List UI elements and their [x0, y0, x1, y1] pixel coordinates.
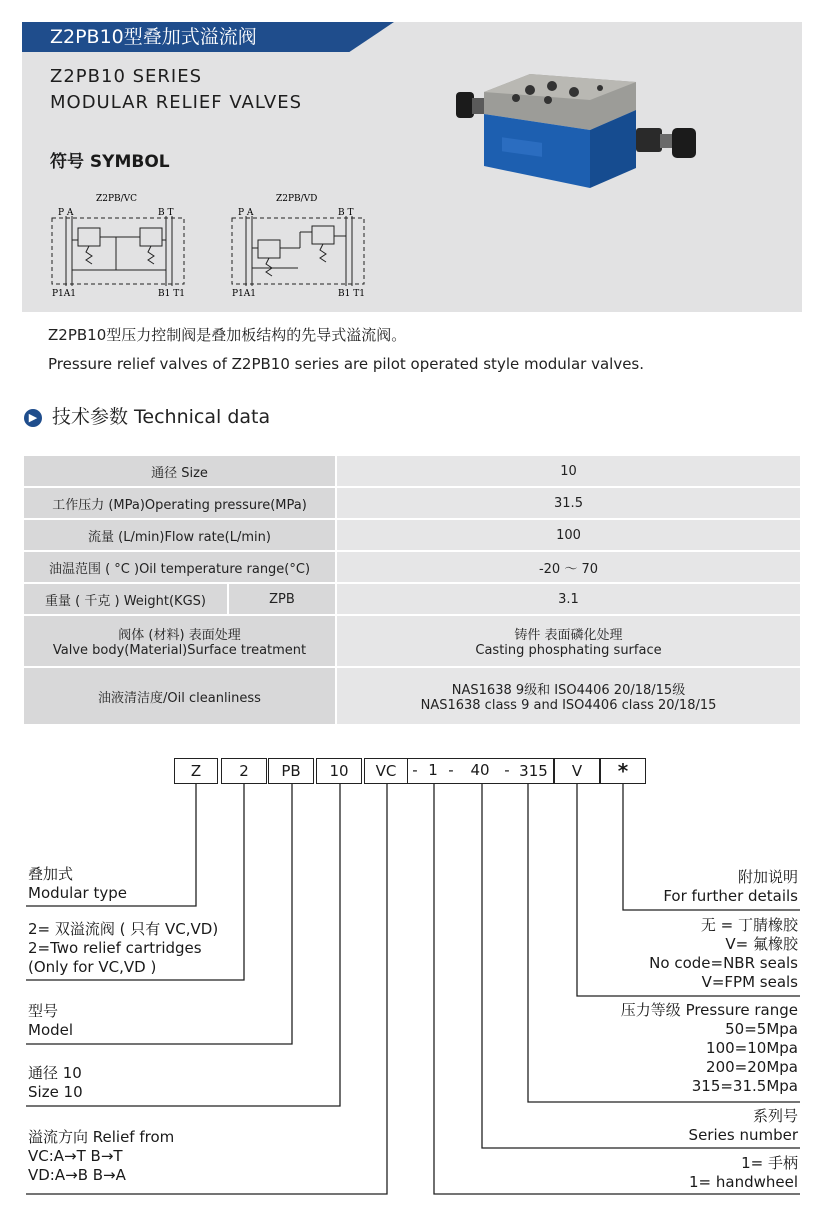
label-handwheel-zh: 1= 手柄: [741, 1154, 798, 1172]
label-handwheel: [689, 1154, 798, 1192]
label-seals-fpm: V=FPM seals: [701, 973, 798, 991]
product-title: Z2PB10型叠加式溢流阀: [50, 26, 257, 48]
code-separator: -: [412, 761, 418, 779]
label-cartridges-en: 2=Two relief cartridges: [28, 939, 202, 957]
label-size: [28, 1064, 83, 1102]
label-seals-zh-fpm: V= 氟橡胶: [725, 935, 798, 953]
label-relief-heading: 溢流方向 Relief from: [28, 1128, 175, 1146]
label-series-en: Series number: [688, 1126, 798, 1144]
cleanliness-label: 油液清洁度/Oil cleanliness: [23, 667, 336, 725]
code-box-z: Z: [174, 758, 218, 784]
label-pressure-50: 50=5Mpa: [725, 1020, 798, 1038]
surface-value-en: Casting phosphating surface: [475, 643, 662, 658]
label-relief-direction: [28, 1128, 174, 1185]
code-box-2: 2: [221, 758, 267, 784]
symbol-vd-ports-tl: P A: [238, 208, 254, 218]
code-box-40: 40: [470, 761, 490, 779]
label-further-details: [663, 868, 798, 906]
weight-model: ZPB: [228, 583, 336, 615]
label-series-zh: 系列号: [752, 1107, 798, 1125]
symbol-vd-ports-tr: B T: [338, 208, 354, 218]
label-seals-zh-nbr: 无 = 丁腈橡胶: [700, 916, 798, 934]
code-box-star: *: [600, 758, 646, 784]
label-model-zh: 型号: [28, 1002, 59, 1020]
pressure-value: 31.5: [336, 487, 801, 519]
label-model: [28, 1002, 73, 1040]
label-relief-vc: VC:A→T B→T: [28, 1147, 123, 1165]
symbol-vc-ports-tr: B T: [158, 208, 174, 218]
description-en: Pressure relief valves of Z2PB10 series are pilot operated style modular valves.: [48, 355, 645, 373]
symbol-vc-ports-tl: P A: [58, 208, 74, 218]
code-separator: -: [448, 761, 454, 779]
label-modular-zh: 叠加式: [28, 865, 74, 883]
label-relief-vd: VD:A→B B→A: [28, 1166, 126, 1184]
label-seals-nbr: No code=NBR seals: [649, 954, 798, 972]
label-modular-en: Modular type: [28, 884, 127, 902]
label-modular-type: [28, 865, 127, 903]
label-pressure-315: 315=31.5Mpa: [691, 1077, 798, 1095]
label-further-en: For further details: [663, 887, 798, 905]
label-pressure-heading: 压力等级 Pressure range: [620, 1001, 798, 1019]
label-pressure-200: 200=20Mpa: [706, 1058, 798, 1076]
symbol-vd-ports-bl: P1A1: [232, 289, 257, 299]
label-cartridges-zh: 2= 双溢流阀 ( 只有 VC,VD): [28, 920, 219, 938]
code-box-315: 315: [514, 758, 554, 784]
symbol-vd-ports-br: B1 T1: [338, 289, 365, 299]
label-further-zh: 附加说明: [737, 868, 798, 886]
temperature-label: 油温范围 ( °C )Oil temperature range(°C): [23, 551, 336, 583]
series-line-1: Z2PB10 SERIES: [50, 66, 203, 87]
label-cartridges-note: (Only for VC,VD ): [28, 958, 157, 976]
series-line-2: MODULAR RELIEF VALVES: [50, 92, 303, 113]
label-series-number: [689, 1107, 798, 1145]
cleanliness-value-2: NAS1638 class 9 and ISO4406 class 20/18/15: [420, 698, 717, 713]
label-cartridges: [28, 920, 218, 977]
label-pressure-100: 100=10Mpa: [706, 1039, 798, 1057]
code-box-10: 10: [316, 758, 362, 784]
symbol-vc-title: Z2PB/VC: [96, 194, 138, 204]
pressure-label: 工作压力 (MPa)Operating pressure(MPa): [23, 487, 336, 519]
label-pressure-range: [621, 1001, 798, 1096]
label-size-en: Size 10: [28, 1083, 83, 1101]
symbol-vc-ports-br: B1 T1: [158, 289, 185, 299]
code-box-1: 1: [428, 761, 438, 779]
weight-value: 3.1: [336, 583, 801, 615]
play-bullet-icon: ▶: [24, 409, 42, 427]
label-size-zh: 通径 10: [28, 1064, 82, 1082]
label-model-en: Model: [28, 1021, 74, 1039]
code-box-v: V: [554, 758, 600, 784]
flow-value: 100: [336, 519, 801, 551]
temperature-value: -20 ～ 70: [336, 551, 801, 583]
description-zh: Z2PB10型压力控制阀是叠加板结构的先导式溢流阀。: [48, 326, 407, 344]
symbol-vd-title: Z2PB/VD: [276, 194, 318, 204]
surface-label-zh: 阀体 (材料) 表面处理: [118, 628, 241, 643]
code-separator: -: [504, 761, 510, 779]
cleanliness-value-1: NAS1638 9级和 ISO4406 20/18/15级: [451, 683, 686, 698]
label-seals: [649, 916, 798, 992]
surface-label-en: Valve body(Material)Surface treatment: [52, 643, 307, 658]
surface-value-zh: 铸件 表面磷化处理: [514, 628, 623, 643]
size-value: 10: [336, 455, 801, 487]
symbol-heading: 符号 SYMBOL: [50, 152, 170, 172]
symbol-vc-ports-bl: P1A1: [52, 289, 77, 299]
weight-label: 重量 ( 千克 ) Weight(KGS): [23, 583, 228, 615]
size-label: 通径 Size: [23, 455, 336, 487]
code-box-pb: PB: [268, 758, 314, 784]
code-box-vc: VC: [364, 758, 408, 784]
technical-data-heading-text: 技术参数 Technical data: [52, 406, 271, 428]
flow-label: 流量 (L/min)Flow rate(L/min): [23, 519, 336, 551]
label-handwheel-en: 1= handwheel: [688, 1173, 798, 1191]
